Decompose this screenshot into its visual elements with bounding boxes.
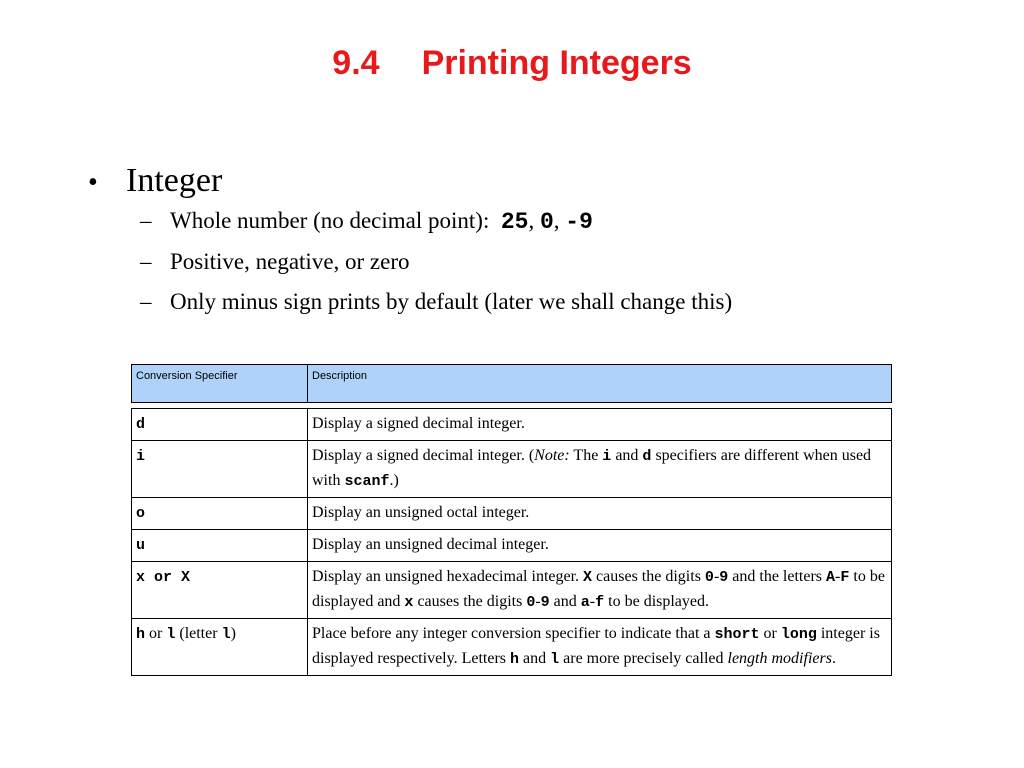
sub-bullet-text: Whole number (no decimal point): (170, 208, 490, 233)
description-cell: Display an unsigned decimal integer. (308, 530, 892, 562)
description-cell: Display a signed decimal integer. (Note: The i and d specifiers are different when used with scanf.) (308, 441, 892, 498)
dash-icon: – (140, 208, 152, 233)
bullet-list (88, 162, 988, 329)
specifier-cell: d (132, 409, 308, 441)
sub-bullet-text: Positive, negative, or zero (170, 249, 410, 274)
table-row (132, 619, 892, 676)
sub-bullet-minus (140, 289, 988, 315)
header-conversion-specifier: Conversion Specifier (132, 365, 308, 403)
sub-bullet-text: Only minus sign prints by default (later we shall change this) (170, 289, 733, 314)
table-row (132, 562, 892, 619)
code-25: 25 (500, 209, 529, 235)
sub-bullet-sign (140, 249, 988, 275)
dash-icon: – (140, 249, 152, 274)
slide-title (0, 44, 1024, 83)
description-cell: Display an unsigned octal integer. (308, 498, 892, 530)
section-number: 9.4 (332, 44, 380, 82)
table-row (132, 409, 892, 441)
specifier-cell: o (132, 498, 308, 530)
table-row (132, 441, 892, 498)
bullet-integer (88, 162, 988, 200)
code-0: 0 (539, 209, 554, 235)
table-row (132, 530, 892, 562)
description-cell: Place before any integer conversion specifier to indicate that a short or long integer is displayed respectively. Letters h and l are more precisely called length modifiers. (308, 619, 892, 676)
bullet-heading: Integer (126, 162, 223, 199)
description-cell: Display a signed decimal integer. (308, 409, 892, 441)
table-row (132, 498, 892, 530)
title-text: Printing Integers (421, 44, 692, 82)
specifier-cell: x or X (132, 562, 308, 619)
bullet-dot-icon: • (88, 167, 98, 198)
specifier-cell: u (132, 530, 308, 562)
conversion-specifier-table (131, 364, 892, 676)
dash-icon: – (140, 289, 152, 314)
sub-bullet-whole-number: – Whole number (no decimal point): 25, 0, -9 (140, 208, 593, 235)
specifier-cell: h or l (letter l) (132, 619, 308, 676)
code-minus-9: -9 (565, 209, 593, 235)
table-header-row (132, 365, 892, 403)
specifier-cell: i (132, 441, 308, 498)
header-description: Description (308, 365, 892, 403)
description-cell: Display an unsigned hexadecimal integer. X causes the digits 0-9 and the letters A-F to be displayed and x causes the digits 0-9 and a-f to be displayed. (308, 562, 892, 619)
